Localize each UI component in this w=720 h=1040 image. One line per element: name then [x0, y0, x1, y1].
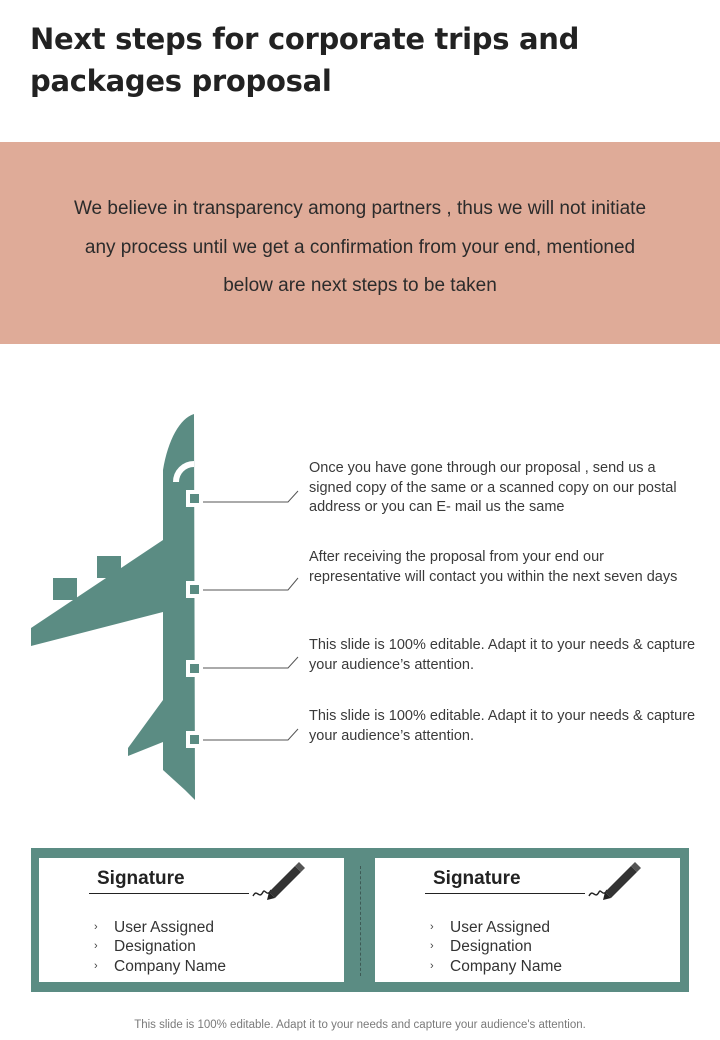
- signature-details: [94, 918, 226, 976]
- designation-label: Designation: [450, 938, 532, 956]
- signature-label: Signature: [97, 868, 185, 889]
- airplane-icon: [0, 400, 310, 810]
- list-item: [94, 918, 226, 937]
- list-item: [430, 937, 562, 956]
- fountain-pen-icon: [575, 860, 645, 904]
- signature-card-right: [375, 858, 680, 982]
- step-1-text: Once you have gone through our proposal , send us a signed copy of the same or a scanned copy on our postal address or you can E- mail us the same: [309, 460, 677, 515]
- user-assigned-label: User Assigned: [114, 919, 214, 936]
- company-name-label: Company Name: [450, 957, 562, 975]
- list-item: [430, 918, 562, 937]
- fountain-pen-icon: [239, 860, 309, 904]
- step-3-text: This slide is 100% editable. Adapt it to your needs & capture your audience’s attention.: [309, 637, 696, 673]
- user-assigned-label: User Assigned: [450, 919, 550, 936]
- chevron-right-icon: ›: [430, 959, 434, 972]
- signature-line: [89, 893, 249, 894]
- chevron-right-icon: ›: [94, 959, 98, 972]
- chevron-right-icon: ›: [430, 940, 434, 953]
- signature-divider: [360, 866, 361, 976]
- chevron-right-icon: ›: [94, 940, 98, 953]
- list-item: [94, 937, 226, 956]
- designation-label: Designation: [114, 938, 196, 956]
- list-item: [430, 957, 562, 976]
- signature-label: Signature: [433, 868, 521, 889]
- step-connectors: [186, 490, 298, 748]
- signature-details: [430, 918, 562, 976]
- signature-card-left: [39, 858, 344, 982]
- chevron-right-icon: ›: [94, 921, 98, 933]
- signature-panel: [31, 848, 689, 992]
- intro-text: We believe in transparency among partners , thus we will not initiate any process until we get a confirmation from your end, mentioned below are next steps to be taken: [73, 198, 647, 296]
- company-name-label: Company Name: [114, 957, 226, 975]
- step-4-text: This slide is 100% editable. Adapt it to your needs & capture your audience’s attention.: [309, 708, 696, 744]
- footer-note: This slide is 100% editable. Adapt it to your needs and capture your audience's attention.: [134, 1019, 586, 1031]
- page-title: Next steps for corporate trips and packages proposal: [30, 22, 580, 98]
- list-item: [94, 957, 226, 976]
- chevron-right-icon: ›: [430, 921, 434, 933]
- step-2-text: After receiving the proposal from your end our representative will contact you within the next seven days: [309, 549, 678, 585]
- signature-line: [425, 893, 585, 894]
